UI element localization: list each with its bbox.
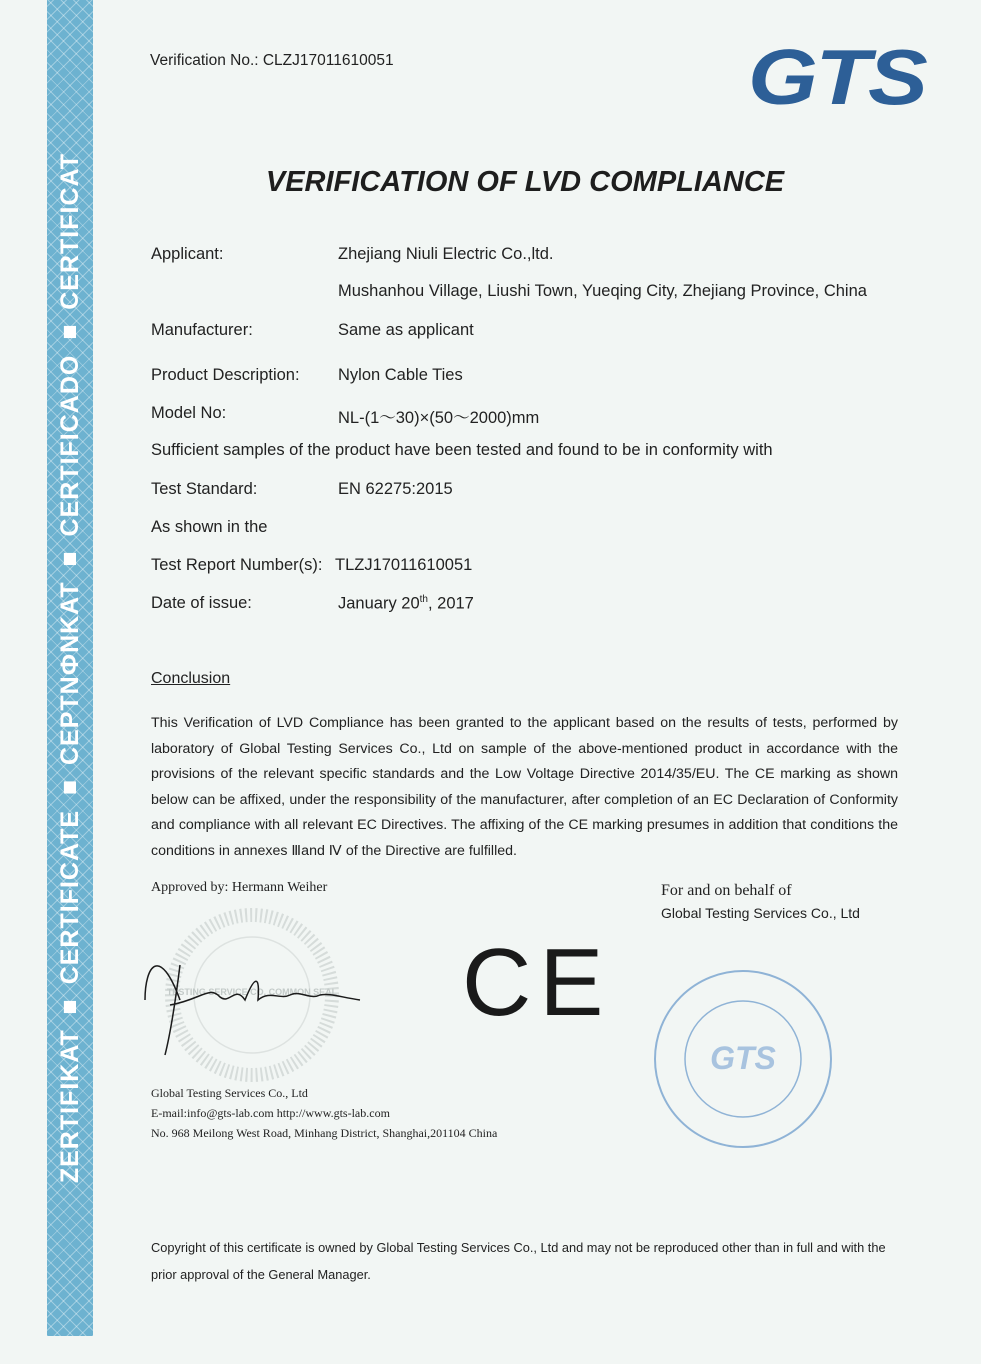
report-value: TLZJ17011610051 xyxy=(335,556,473,574)
certificate-title: VERIFICATION OF LVD COMPLIANCE xyxy=(265,166,785,198)
date-year: , 2017 xyxy=(427,594,474,613)
copyright-footer: Copyright of this certificate is owned by Global Testing Services Co., Ltd and may not be reproduced other than in full and with the prior approval of the General Manager. xyxy=(151,1240,886,1282)
product-value: Nylon Cable Ties xyxy=(338,366,463,384)
embossed-seal-and-signature xyxy=(140,905,370,1085)
company-info xyxy=(151,1083,497,1143)
company-address: No. 968 Meilong West Road, Minhang District, Shanghai,201104 China xyxy=(151,1126,498,1140)
applicant-name: Zhejiang Niuli Electric Co.,ltd. xyxy=(338,245,554,263)
conclusion-heading: Conclusion xyxy=(151,670,231,687)
product-label: Product Description: xyxy=(151,366,300,384)
gts-logo: GTS xyxy=(748,33,926,121)
standard-label: Test Standard: xyxy=(151,480,258,498)
company-contact: E-mail:info@gts-lab.com http://www.gts-lab.com xyxy=(151,1106,390,1120)
standard-value: EN 62275:2015 xyxy=(338,480,453,498)
approved-by: Approved by: Hermann Weiher xyxy=(151,880,328,895)
conclusion-text: This Verification of LVD Compliance has been granted to the applicant based on the results of tests, performed by laboratory of Global Testing Services Co., Ltd on sample of the above-mentioned product in accordance with the provisions of the relevant specific standards and the Low Voltage Directive 2014/35/EU. The CE marking as shown below can be affixed, under the responsibility of the manufacturer, after completion of an EC Declaration of Conformity and compliance with all relevant EC Directives. The affixing of the CE marking presumes in addition that conditions the conditions in annexes Ⅲand Ⅳ of the Directive are fulfilled. xyxy=(151,715,898,859)
applicant-label: Applicant: xyxy=(151,245,224,263)
verification-number: Verification No.: CLZJ17011610051 xyxy=(150,52,394,69)
company-name: Global Testing Services Co., Ltd xyxy=(151,1086,308,1100)
date-suffix: th xyxy=(419,594,428,605)
date-label: Date of issue: xyxy=(151,594,252,612)
manufacturer-value: Same as applicant xyxy=(338,321,474,339)
certificate-border-text xyxy=(47,0,93,1336)
report-label: Test Report Number(s): xyxy=(151,556,323,574)
manufacturer-label: Manufacturer: xyxy=(151,321,253,339)
on-behalf-label: For and on behalf of xyxy=(661,882,792,899)
gts-stamp-icon xyxy=(648,966,840,1156)
border-label: ZERTIFIKAT ■ CERTIFICATE ■ CEPTNФNKAT ■ CERTIFICADO ■ CERTIFICAT xyxy=(55,152,84,1184)
model-value: NL-(1～30)×(50～2000)mm xyxy=(338,409,540,427)
conformity-statement: Sufficient samples of the product have been tested and found to be in conformity with xyxy=(151,441,773,459)
shown-in-text: As shown in the xyxy=(151,518,268,536)
on-behalf-company: Global Testing Services Co., Ltd xyxy=(661,905,860,921)
svg-text:GTS: GTS xyxy=(710,1040,776,1076)
applicant-address: Mushanhou Village, Liushi Town, Yueqing City, Zhejiang Province, China xyxy=(338,282,867,300)
date-value xyxy=(338,594,474,614)
date-main: January 20 xyxy=(338,594,420,613)
embossed-seal-text: TESTING SERVICE CO. COMMON SEAL xyxy=(166,987,338,997)
ce-mark: CE xyxy=(462,929,612,1036)
model-label: Model No: xyxy=(151,404,227,422)
